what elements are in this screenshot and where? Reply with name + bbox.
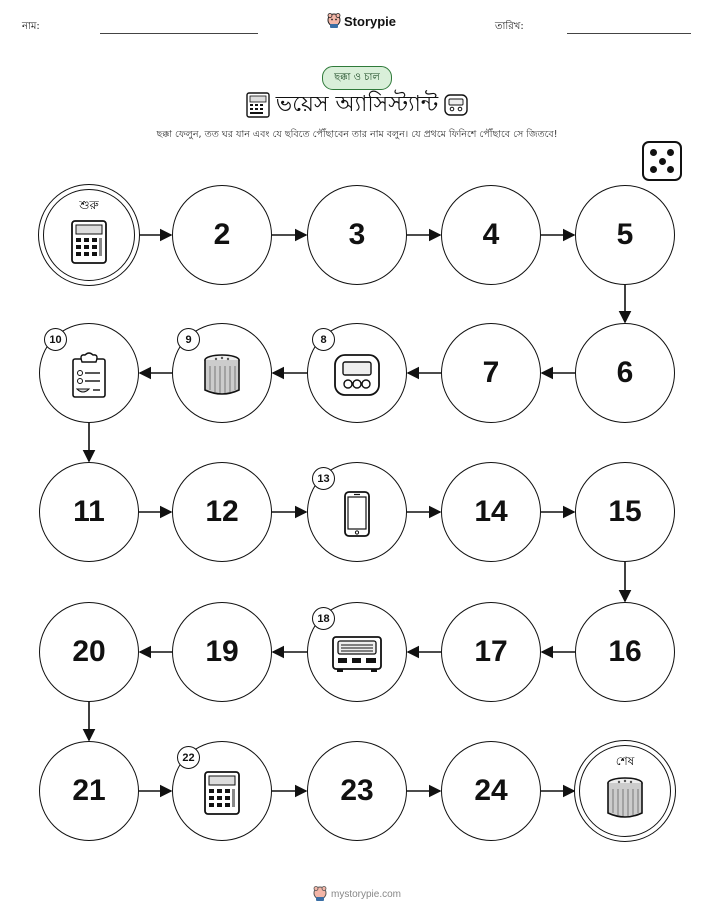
board-cell-7[interactable] — [441, 323, 541, 423]
cell-number-badge: 22 — [177, 746, 200, 769]
cell-number: 21 — [72, 774, 106, 807]
board-cell-16[interactable] — [575, 602, 675, 702]
cell-number-badge: 9 — [177, 328, 200, 351]
board-cell-10[interactable] — [39, 323, 139, 423]
board-cell-3[interactable] — [307, 185, 407, 285]
board-cell-6[interactable] — [575, 323, 675, 423]
cell-number: 23 — [340, 774, 374, 807]
cell-number: 5 — [616, 218, 634, 251]
cell-number: 11 — [73, 495, 105, 528]
cell-number: 7 — [482, 356, 500, 389]
cell-number: 6 — [616, 356, 634, 389]
cell-number: 19 — [205, 635, 239, 668]
cell-number: 16 — [608, 635, 642, 668]
page-title: ভয়েস অ্যাসিস্ট্যান্ট — [275, 91, 439, 117]
board-cell-9[interactable] — [172, 323, 272, 423]
smartphone-icon — [343, 490, 371, 542]
game-type-badge: ছক্কা ও চাল — [322, 66, 392, 90]
cell-number-badge: 18 — [312, 607, 335, 630]
cell-number-badge: 13 — [312, 467, 335, 490]
board-cell-24[interactable] — [441, 741, 541, 841]
control-panel-icon — [70, 219, 108, 269]
board-cell-14[interactable] — [441, 462, 541, 562]
cell-number: 20 — [72, 635, 106, 668]
board-cell-17[interactable] — [441, 602, 541, 702]
cell-number-badge: 8 — [312, 328, 335, 351]
timer-icon — [333, 353, 381, 401]
recipe-card-icon — [69, 351, 109, 403]
instructions: ছক্কা ফেলুন, তত ঘর যান এবং যে ছবিতে পৌঁছাবেন তার নাম বলুন। যে প্রথমে ফিনিশে পৌঁছাবে সে জিতবে! — [156, 129, 558, 140]
board-cell-2[interactable] — [172, 185, 272, 285]
cell-number: 12 — [205, 495, 239, 528]
name-label: নাম: — [22, 21, 40, 32]
finish-cell[interactable] — [574, 740, 676, 842]
cell-number: 4 — [482, 218, 500, 251]
smart-speaker-icon — [202, 352, 242, 402]
smart-speaker-icon — [605, 775, 645, 825]
board-cell-22[interactable] — [172, 741, 272, 841]
start-cell[interactable] — [38, 184, 140, 286]
board-cell-12[interactable] — [172, 462, 272, 562]
footer — [0, 886, 714, 902]
control-panel-icon — [203, 770, 241, 820]
cell-number-badge: 10 — [44, 328, 67, 351]
board-cell-20[interactable] — [39, 602, 139, 702]
footer-url: mystorypie.com — [330, 888, 401, 900]
board-cell-8[interactable] — [307, 323, 407, 423]
cell-number: 14 — [474, 495, 508, 528]
cell-number: 17 — [474, 635, 508, 668]
board-cell-21[interactable] — [39, 741, 139, 841]
start-label: শুরু — [79, 198, 99, 212]
date-label: তারিখ: — [495, 21, 524, 32]
board-cell-23[interactable] — [307, 741, 407, 841]
cell-number: 24 — [474, 774, 508, 807]
board-cell-15[interactable] — [575, 462, 675, 562]
board-cell-11[interactable] — [39, 462, 139, 562]
brand-name: Storypie — [344, 13, 397, 29]
finish-label: শেষ — [615, 754, 635, 768]
board-cell-4[interactable] — [441, 185, 541, 285]
cell-number: 15 — [608, 495, 642, 528]
storypie-mascot-icon — [313, 886, 327, 902]
cell-number: 3 — [348, 218, 366, 251]
board-cell-18[interactable] — [307, 602, 407, 702]
cell-number: 2 — [213, 218, 231, 251]
board-cell-19[interactable] — [172, 602, 272, 702]
board-cell-5[interactable] — [575, 185, 675, 285]
board-cell-13[interactable] — [307, 462, 407, 562]
radio-icon — [331, 633, 383, 679]
